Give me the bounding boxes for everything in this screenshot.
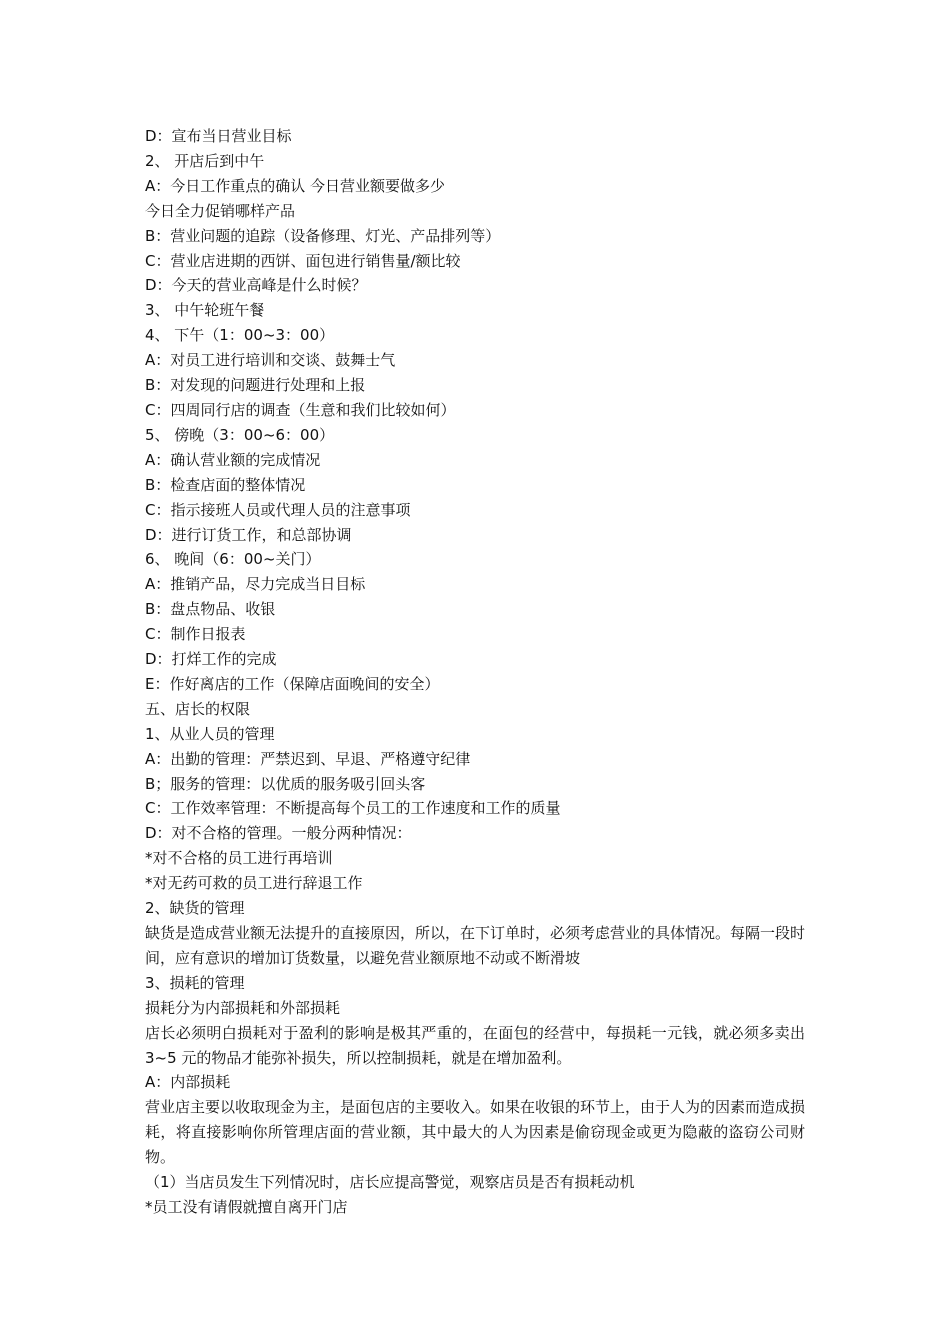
subsection-heading: A：内部损耗 bbox=[145, 1073, 231, 1092]
paragraph-shortage: 缺货是造成营业额无法提升的直接原因，所以，在下订单时，必须考虑营业的具体情况。每隔一段时间，应有意识的增加订货数量，以避免营业额原地不动或不断滑坡 bbox=[145, 924, 806, 967]
subsection-heading: 2、缺货的管理 bbox=[145, 899, 245, 918]
section-heading: 五、店长的权限 bbox=[145, 699, 251, 718]
text-line: A：今日工作重点的确认 今日营业额要做多少 bbox=[145, 176, 446, 195]
text-line: A：出勤的管理：严禁迟到、早退、严格遵守纪律 bbox=[145, 749, 471, 768]
text-line: A：确认营业额的完成情况 bbox=[145, 450, 321, 469]
text-line: C：营业店进期的西饼、面包进行销售量/额比较 bbox=[145, 251, 461, 270]
text-line: D：对不合格的管理。一般分两种情况： bbox=[145, 824, 412, 843]
text-line: C：工作效率管理：不断提高每个员工的工作速度和工作的质量 bbox=[145, 799, 561, 818]
text-line: 5、 傍晚（3：00~6：00） bbox=[145, 425, 335, 444]
text-line: C：制作日报表 bbox=[145, 625, 246, 644]
document-body bbox=[145, 124, 805, 1220]
subsection-heading: 3、损耗的管理 bbox=[145, 973, 245, 992]
text-line: 3、 中午轮班午餐 bbox=[145, 301, 265, 320]
text-line: B：对发现的问题进行处理和上报 bbox=[145, 376, 366, 395]
subsection-heading: 1、从业人员的管理 bbox=[145, 724, 275, 743]
bullet-line: *员工没有请假就擅自离开门店 bbox=[145, 1197, 348, 1216]
text-line: B：盘点物品、收银 bbox=[145, 600, 276, 619]
text-line: D：今天的营业高峰是什么时候？ bbox=[145, 276, 367, 295]
text-line: B：营业问题的追踪（设备修理、灯光、产品排列等） bbox=[145, 226, 501, 245]
paragraph-loss-importance: 店长必须明白损耗对于盈利的影响是极其严重的，在面包的经营中，每损耗一元钱，就必须多卖出 3~5 元的物品才能弥补损失，所以控制损耗，就是在增加盈利。 bbox=[145, 1023, 805, 1067]
text-line: C：指示接班人员或代理人员的注意事项 bbox=[145, 500, 411, 519]
text-line: E：作好离店的工作（保障店面晚间的安全） bbox=[145, 674, 440, 693]
text-line: 损耗分为内部损耗和外部损耗 bbox=[145, 998, 341, 1017]
text-line: 4、 下午（1：00~3：00） bbox=[145, 326, 335, 345]
text-line: 6、 晚间（6：00~关门） bbox=[145, 550, 321, 569]
text-line: B；服务的管理：以优质的服务吸引回头客 bbox=[145, 774, 426, 793]
text-line: D：宣布当日营业目标 bbox=[145, 127, 292, 145]
bullet-line: *对不合格的员工进行再培训 bbox=[145, 849, 333, 868]
text-line: A：推销产品，尽力完成当日目标 bbox=[145, 575, 366, 594]
text-line: D：进行订货工作，和总部协调 bbox=[145, 525, 352, 544]
text-line: 2、 开店后到中午 bbox=[145, 151, 265, 170]
text-line: 今日全力促销哪样产品 bbox=[145, 201, 296, 220]
text-line: B：检查店面的整体情况 bbox=[145, 475, 306, 494]
paragraph-internal-loss: 营业店主要以收取现金为主，是面包店的主要收入。如果在收银的环节上，由于人为的因素而造成损耗，将直接影响你所管理店面的营业额，其中最大的人为因素是偷窃现金或更为隐蔽的盗窃公司财物。 bbox=[145, 1098, 806, 1167]
text-line: C：四周同行店的调查（生意和我们比较如何） bbox=[145, 400, 456, 419]
bullet-line: *对无药可救的员工进行辞退工作 bbox=[145, 874, 363, 893]
text-line: （1）当店员发生下列情况时，店长应提高警觉，观察店员是否有损耗动机 bbox=[145, 1173, 635, 1192]
text-line: A：对员工进行培训和交谈、鼓舞士气 bbox=[145, 351, 396, 370]
text-line: D：打烊工作的完成 bbox=[145, 650, 277, 669]
